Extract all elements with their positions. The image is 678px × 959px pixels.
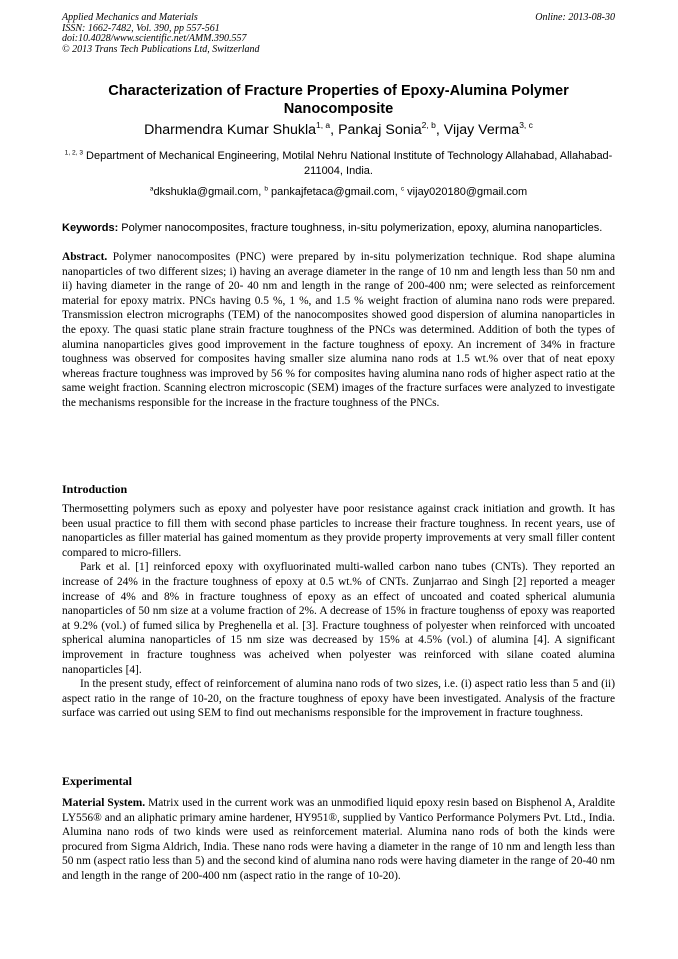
paragraph: Park et al. [1] reinforced epoxy with oxyfluorinated multi-walled carbon nano tubes (CNTs). They reported an increase of 24% in the fracture toughness of epoxy at 0.5 wt.% of CNTs. Zunjarrao and Singh [2] reported a meager increase of 4% and 8% in fracture toughness of epoxy as an effect of uncoated and coated spherical alumunia nanoparticles of 50 nm size at a volume fraction of 2%. A decrease of 15% in fracture toughenss of epoxy was reaported at 9.2% (vol.) of fumed silica by Preghenella et al. [3]. Fracture toughness of polyester when reinforced with uncoated spherical alumina nanoparticles of 15 nm size was decreased by 15% at 4.5% (vol.) of alumina [4]. A significant improvement in fracture toughness was acheived when polyester was reinforced with silane coated alumina nanoparticles [4]. (62, 561, 615, 676)
journal-header (62, 13, 615, 55)
email-address[interactable]: vijay020180@gmail.com (404, 186, 528, 198)
keywords-label: Keywords: (62, 222, 119, 234)
author-separator: , (435, 122, 444, 138)
issn-line: ISSN: 1662-7482, Vol. 390, pp 557-561 (62, 22, 220, 34)
paragraph: Thermosetting polymers such as epoxy and polyester have poor resistance against crack initiation and growth. It has been usual practice to fill them with second phase particles to increase their fracture toughness. In recent years, use of nanoparticles as filler material has gained momentum as they provide property improvements at very small filler content compared to micro-fillers. (62, 503, 615, 559)
affiliation-superscript: 1, 2, 3 (64, 149, 83, 157)
email-address[interactable]: pankajfetaca@gmail.com, (267, 186, 401, 198)
affiliation-text: Department of Mechanical Engineering, Motilal Nehru National Institute of Technology Allahabad, Allahabad-211004, India. (83, 150, 613, 177)
author-list (62, 121, 615, 139)
author-name: Vijay Verma (443, 122, 520, 138)
doi-line: doi:10.4028/www.scientific.net/AMM.390.557 (62, 33, 247, 45)
author-emails (62, 185, 615, 200)
author-separator: , (330, 122, 339, 138)
paragraph: In the present study, effect of reinforcement of alumina nano rods of two sizes, i.e. (i) aspect ratio less than 5 and (ii) aspect ratio in the range of 10-20, on the fracture toughness of epoxy have been investigated. Analysis of the fracture surface was carried out using SEM to find out mechanisms responsible for the improvement in fracture toughness. (62, 678, 615, 720)
paper-title: Characterization of Fracture Properties of Epoxy-Alumina Polymer Nanocomposite (108, 83, 569, 117)
journal-name: Applied Mechanics and Materials (62, 12, 198, 23)
author-name: Dharmendra Kumar Shukla (144, 122, 316, 138)
experimental-heading: Experimental (62, 774, 132, 788)
copyright-line: © 2013 Trans Tech Publications Ltd, Switzerland (62, 43, 260, 55)
material-system-text: Matrix used in the current work was an unmodified liquid epoxy resin based on Bisphenol A, Araldite LY556® and an aliphatic primary amine hardener, HY951®, supplied by Vantico Performance Polymers Pvt. Ltd., India. Alumina nano rods of two kinds were used as reinforcement material. Alumina nano rods of both the kinds were procured from Sigma Aldrich, India. These nano rods were having a diameter in the range of 10 nm and length less than 50 nm (aspect ratio less than 5) and the second kind of alumina nano rods were having diameter in the range of 20-40 nm and length in the range of 200-400 nm (aspect ratio in the range of 10-20). (62, 797, 615, 882)
abstract-label: Abstract. (62, 251, 108, 263)
email-superscript: b (264, 185, 268, 193)
author-superscript: 3, c (519, 120, 533, 131)
abstract-text: Polymer nanocomposites (PNC) were prepared by in-situ polymerization technique. Rod shape alumina nanoparticles of two different sizes; i) having an average diameter in the range of 10 nm and length less than 50 nm and ii) having diameter in the range of 20- 40 nm and length in the range of 200-400 nm; were selected as reinforcement material for epoxy matrix. PNCs having 0.5 %, 1 %, and 1.5 % weight fraction of alumina nano rods were prepared. Transmission electron micrographs (TEM) of the nanocomposites showed good dispersion of alumina nanoparticles in the epoxy. The quasi static plane strain fracture toughness of the PNCs was determined. Addition of both the types of alumina nanoparticles gives good improvement in the facture toughness of epoxy. An increment of 34% in fracture toughness was observed for composites having smaller size alumina nano rods at 1.5 wt.% over that of neat epoxy whereas fracture toughness was improved by 56 % for composites having alumina nano rods of higher aspect ratio at the same weight fraction. Scanning electron microscopic (SEM) images of the fracture surfaces were analyzed to investigate the mechanisms responsible for the increase in the fracture toughness of the PNCs. (62, 251, 615, 409)
email-superscript: a (149, 185, 154, 193)
email-superscript: c (400, 185, 405, 193)
author-superscript: 1, a (315, 120, 331, 131)
introduction-body (62, 502, 615, 721)
online-date: Online: 2013-08-30 (535, 12, 615, 23)
abstract (62, 250, 615, 411)
email-address[interactable]: dkshukla@gmail.com, (153, 186, 265, 198)
experimental-body (62, 796, 615, 884)
material-system-label: Material System. (62, 797, 146, 809)
affiliation (62, 149, 615, 179)
author-superscript: 2, b (421, 120, 436, 131)
keywords (62, 221, 615, 235)
author-name: Pankaj Sonia (338, 122, 422, 138)
keywords-text: Polymer nanocomposites, fracture toughness, in-situ polymerization, epoxy, alumina nanoparticles. (118, 222, 603, 234)
introduction-heading: Introduction (62, 482, 128, 496)
